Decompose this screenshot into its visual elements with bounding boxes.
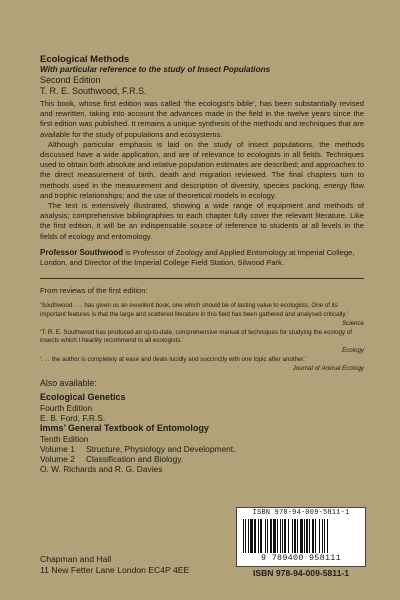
publisher-address: 11 New Fetter Lane London EC4P 4EE: [40, 564, 190, 575]
publisher-name: Chapman and Hall: [40, 554, 112, 564]
barcode-isbn-top: ISBN 978-94-009-5811-1: [252, 509, 350, 517]
volume-1-title: Structure, Physiology and Development.: [86, 444, 236, 455]
also-book-2-title: Imms’ General Textbook of Entomology: [40, 423, 209, 434]
review-quote-1: ‘Southwood . . . has given us an excellent book, one which should be of lasting value to ecologists. One of its important features is that the large and scattered literature in this field has been gathered and analysed critically.’: [40, 302, 349, 318]
also-book-2-volume-1: [40, 444, 364, 454]
volume-1-number: Volume 1: [40, 444, 75, 455]
volume-2-title: Classification and Biology.: [86, 454, 184, 465]
about-author: [40, 248, 364, 268]
review-source-1: Science: [341, 320, 364, 328]
author-name: Professor Southwood: [40, 247, 124, 257]
description-paragraph-1: This book, whose first edition was called ‘the ecologist’s bible’, has been substantially revised and rewritten, taking into account the advances made in the field in the twelve years since the first edition was published. It remains a unique synthesis of the methods and techniques that are available for the study of populations and ecosystems.: [40, 99, 364, 139]
publisher-block: [40, 554, 240, 575]
also-book-2-edition: Tenth Edition: [40, 434, 89, 445]
book-subtitle: With particular reference to the study of Insect Populations: [40, 65, 271, 74]
review-quote-3: ‘. . . the author is completely at ease and deals lucidly and succinctly with one topic after another.’: [40, 355, 307, 363]
also-book-1-author: E. B. Ford, F.R.S.: [40, 413, 106, 424]
isbn-label: ISBN 978-94-009-5811-1: [252, 568, 350, 578]
book-edition: Second Edition: [40, 75, 101, 85]
author-bio: is Professor of Zoology and Applied Entomology at Imperial College, London, and Director of the Imperial College Field Station, Silwood Park.: [40, 247, 355, 268]
book-title: Ecological Methods: [40, 54, 130, 65]
divider: [40, 278, 364, 279]
book-author: T. R. E. Southwood, F.R.S.: [40, 85, 147, 96]
volume-2-number: Volume 2: [40, 454, 75, 465]
also-available-heading: Also available:: [40, 378, 97, 389]
barcode-bars: [243, 519, 359, 553]
description-paragraph-2: Although particular emphasis is laid on the study of insect populations, the methods discussed have a wide application, and are of relevance to ecologists in all fields. Techniques used to obtain both absolute and relative population estimates are described; and approaches to the direct measurement of birth, death and migration reviewed. The final chapters turn to methods used in the measurement and description of diversity, species packing, energy flow and trophic relationships; and the use of theoretical models in ecology.: [40, 139, 364, 200]
review-quote-2: ‘T. R. E. Southwood has produced an up-to-date, comprehensive manual of techniques for studying the ecology of insects which I heartily recommend to all ecologists.’: [40, 329, 352, 345]
description-paragraph-3: The text is extensively illustrated, showing a wide range of equipment and methods of analysis; comprehensive bibliographies to each chapter fully cover the relevant literature. Like the first edition, it will be an indispensable source of reference to students at all levels in the fields of ecology and entomology.: [40, 201, 364, 241]
barcode-digits: 9 789400 958111: [261, 553, 341, 563]
also-book-2-volume-2: [40, 454, 364, 464]
also-book-2-authors: O. W. Richards and R. G. Davies: [40, 464, 163, 475]
review-source-3: Journal of Animal Ecology: [292, 365, 364, 373]
review-source-2: Ecology: [341, 346, 364, 354]
also-book-1-edition: Fourth Edition: [40, 403, 93, 414]
barcode: [236, 507, 366, 567]
main-content: [40, 54, 364, 474]
also-book-1-title: Ecological Genetics: [40, 392, 126, 403]
reviews-heading: From reviews of the first edition:: [40, 286, 148, 296]
